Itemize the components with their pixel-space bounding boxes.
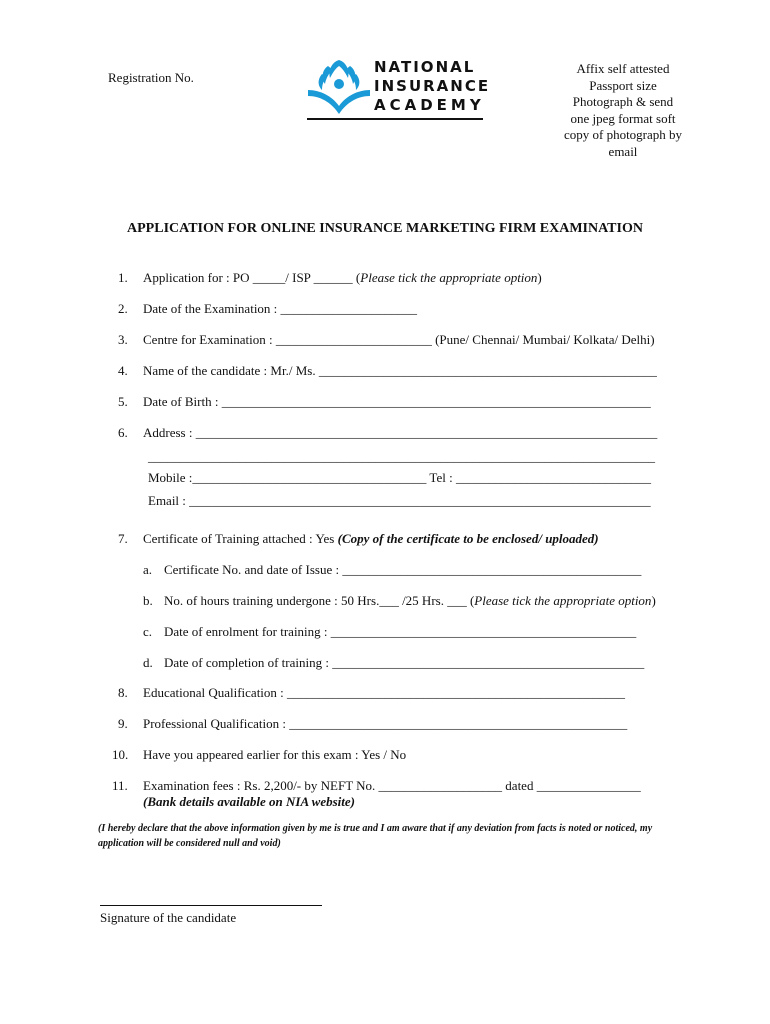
signature-line[interactable] — [100, 905, 322, 906]
item-7-certificate[interactable] — [143, 531, 599, 547]
item-7c-enrolment-date-field[interactable]: Date of enrolment for training : _______________________________________________ — [164, 624, 637, 639]
item-7b-hours[interactable] — [164, 593, 656, 609]
signature-label: Signature of the candidate — [100, 910, 237, 925]
email-field[interactable]: Email : _______________________________________________________________________ — [148, 493, 651, 508]
item-1-number: 1. — [118, 270, 128, 285]
declaration-text: (I hereby declare that the above information given by me is true and I am aware that if any deviation from facts is noted or noticed, my application will be considered null and void) — [98, 823, 653, 849]
item-1-note: Please tick the appropriate option — [360, 270, 538, 285]
item-1-text: Application for : PO _____/ ISP ______ ( — [143, 270, 361, 285]
item-3-centre-field[interactable]: Centre for Examination : ________________________ (Pune/ Chennai/ Mumbai/ Kolkata/ Delhi) — [143, 332, 655, 347]
item-11-fees-field[interactable]: Examination fees : Rs. 2,200/- by NEFT No. ___________________ dated ________________ — [143, 778, 641, 793]
item-2-number: 2. — [118, 301, 128, 316]
item-7b-note: Please tick the appropriate option — [474, 593, 652, 608]
form-title: APPLICATION FOR ONLINE INSURANCE MARKETING FIRM EXAMINATION — [127, 221, 643, 236]
item-10-number: 10. — [112, 747, 129, 762]
item-8-number: 8. — [118, 685, 128, 700]
item-7b-text: No. of hours training undergone : 50 Hrs.___ /25 Hrs. ___ ( — [164, 593, 475, 608]
item-7-text: Certificate of Training attached : Yes — [143, 531, 338, 546]
logo-line-national: NATIONAL — [374, 58, 476, 76]
logo-wordmark — [374, 58, 490, 115]
item-1-application-for[interactable] — [143, 270, 542, 286]
item-7b-letter: b. — [143, 593, 153, 608]
item-7d-letter: d. — [143, 655, 153, 670]
item-5-dob-field[interactable]: Date of Birth : __________________________________________________________________ — [143, 394, 651, 409]
registration-label: Registration No. — [108, 70, 194, 85]
item-6-address-continued[interactable]: ______________________________________________________________________________ — [148, 449, 655, 464]
item-8-educational-field[interactable]: Educational Qualification : ____________________________________________________ — [143, 685, 626, 700]
item-4-number: 4. — [118, 363, 128, 378]
item-6-address-field[interactable]: Address : _______________________________________________________________________ — [143, 425, 658, 440]
item-7c-letter: c. — [143, 624, 153, 639]
logo-line-insurance: INSURANCE — [374, 77, 491, 95]
item-7d-completion-date-field[interactable]: Date of completion of training : ________________________________________________ — [164, 655, 645, 670]
logo-underline — [307, 118, 483, 120]
item-9-number: 9. — [118, 716, 128, 731]
item-10-appeared-earlier[interactable]: Have you appeared earlier for this exam : Yes / No — [143, 747, 407, 762]
item-7-number: 7. — [118, 531, 128, 546]
item-7b-close: ) — [651, 593, 656, 608]
item-7-note: (Copy of the certificate to be enclosed/ uploaded) — [337, 531, 599, 546]
item-7a-letter: a. — [143, 562, 153, 577]
item-11-number: 11. — [112, 778, 128, 793]
nia-logo — [306, 56, 491, 122]
item-3-number: 3. — [118, 332, 128, 347]
item-9-professional-field[interactable]: Professional Qualification : ____________________________________________________ — [143, 716, 628, 731]
item-11-bank-note: (Bank details available on NIA website) — [143, 794, 355, 809]
item-6-number: 6. — [118, 425, 128, 440]
item-5-number: 5. — [118, 394, 128, 409]
item-2-exam-date-field[interactable]: Date of the Examination : _____________________ — [143, 301, 418, 316]
logo-line-academy: ACADEMY — [374, 96, 485, 114]
item-1-close: ) — [537, 270, 542, 285]
item-4-name-field[interactable]: Name of the candidate : Mr./ Ms. ____________________________________________________ — [143, 363, 657, 378]
book-person-logo-icon — [306, 56, 372, 118]
photo-instructions: Affix self attested Passport size Photograph & send one jpeg format soft copy of photograph by email — [563, 61, 683, 159]
item-7a-certificate-no-field[interactable]: Certificate No. and date of Issue : ______________________________________________ — [164, 562, 642, 577]
mobile-tel-field[interactable]: Mobile :____________________________________ Tel : ______________________________ — [148, 470, 651, 485]
